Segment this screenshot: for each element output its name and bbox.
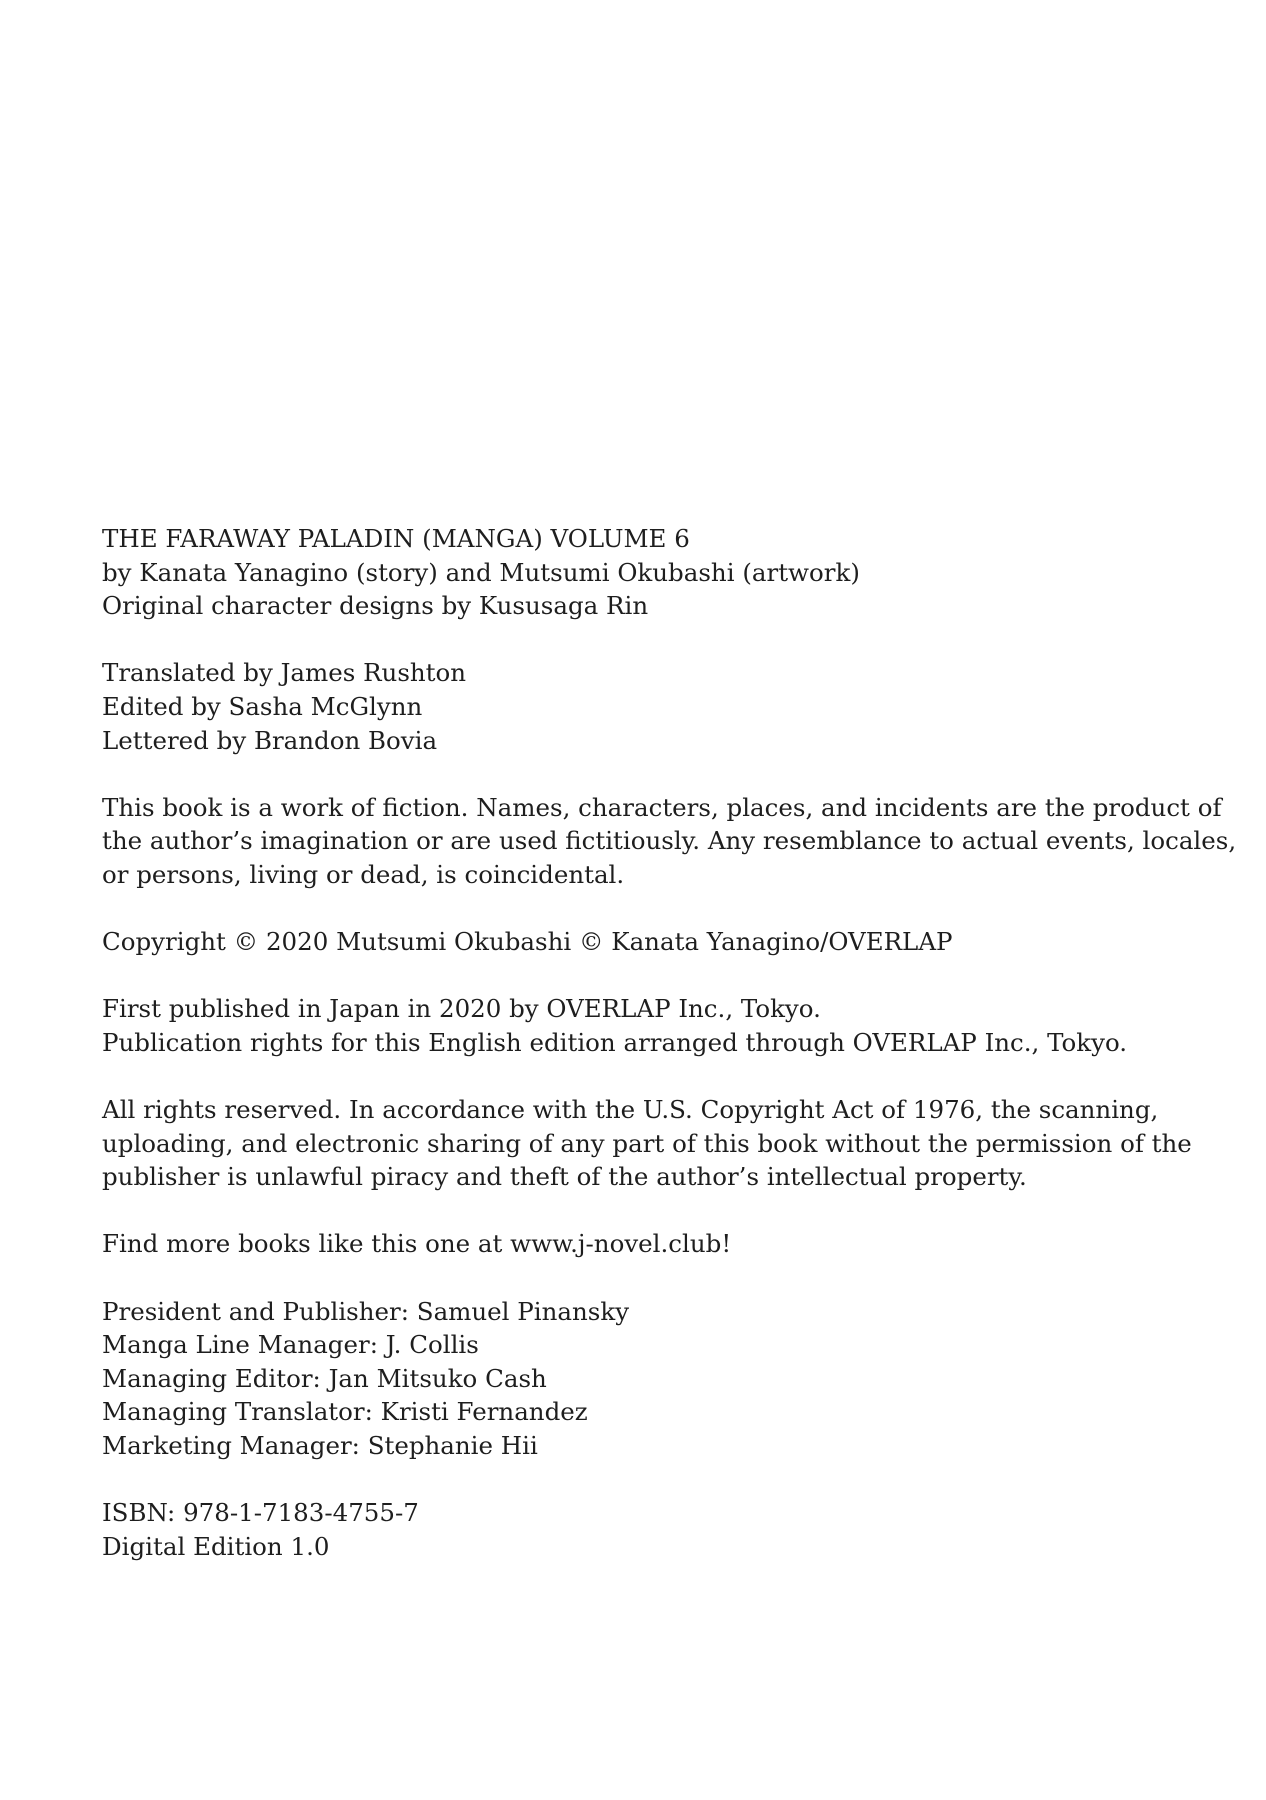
copyright-text [102,522,1237,1563]
publication-line: Publication rights for this English edition arranged through OVERLAP Inc., Tokyo. [102,1027,1128,1057]
disclaimer-line: This book is a work of fiction. Names, characters, places, and incidents are the product of [102,792,1222,822]
rights-line: publisher is unlawful piracy and theft of the author’s intellectual property. [102,1162,1027,1192]
copyright-notice [102,925,1182,959]
disclaimer-line: or persons, living or dead, is coincidental. [102,859,625,889]
edition-info [102,1496,1182,1563]
president-credit: President and Publisher: Samuel Pinansky [102,1296,630,1326]
character-designs-credit: Original character designs by Kususaga Rin [102,591,649,621]
rights-notice [102,1093,1192,1194]
editor-credit: Edited by Sasha McGlynn [102,691,423,721]
manga-line-manager-credit: Manga Line Manager: J. Collis [102,1330,479,1360]
promo-line: Find more books like this one at www.j-novel.club! [102,1229,732,1259]
managing-editor-credit: Managing Editor: Jan Mitsuko Cash [102,1363,547,1393]
translator-credit: Translated by James Rushton [102,658,467,688]
book-credits [102,522,1182,623]
book-title: THE FARAWAY PALADIN (MANGA) VOLUME 6 [102,524,690,553]
isbn: ISBN: 978-1-7183-4755-7 [102,1498,419,1528]
rights-line: All rights reserved. In accordance with the U.S. Copyright Act of 1976, the scanning, [102,1095,1159,1125]
managing-translator-credit: Managing Translator: Kristi Fernandez [102,1397,588,1427]
marketing-manager-credit: Marketing Manager: Stephanie Hii [102,1431,538,1461]
publisher-staff [102,1295,1182,1463]
promo-notice [102,1227,1182,1261]
copyright-line: Copyright © 2020 Mutsumi Okubashi © Kanata Yanagino/OVERLAP [102,927,953,957]
book-authors: by Kanata Yanagino (story) and Mutsumi Okubashi (artwork) [102,557,860,587]
letterer-credit: Lettered by Brandon Bovia [102,725,438,755]
publication-info [102,992,1182,1059]
rights-line: uploading, and electronic sharing of any part of this book without the permission of the [102,1128,1192,1158]
staff-credits [102,656,1182,757]
publication-line: First published in Japan in 2020 by OVERLAP Inc., Tokyo. [102,994,821,1024]
digital-edition: Digital Edition 1.0 [102,1531,330,1561]
disclaimer-line: the author’s imagination or are used fictitiously. Any resemblance to actual events, locales, [102,826,1237,856]
fiction-disclaimer [102,791,1237,892]
